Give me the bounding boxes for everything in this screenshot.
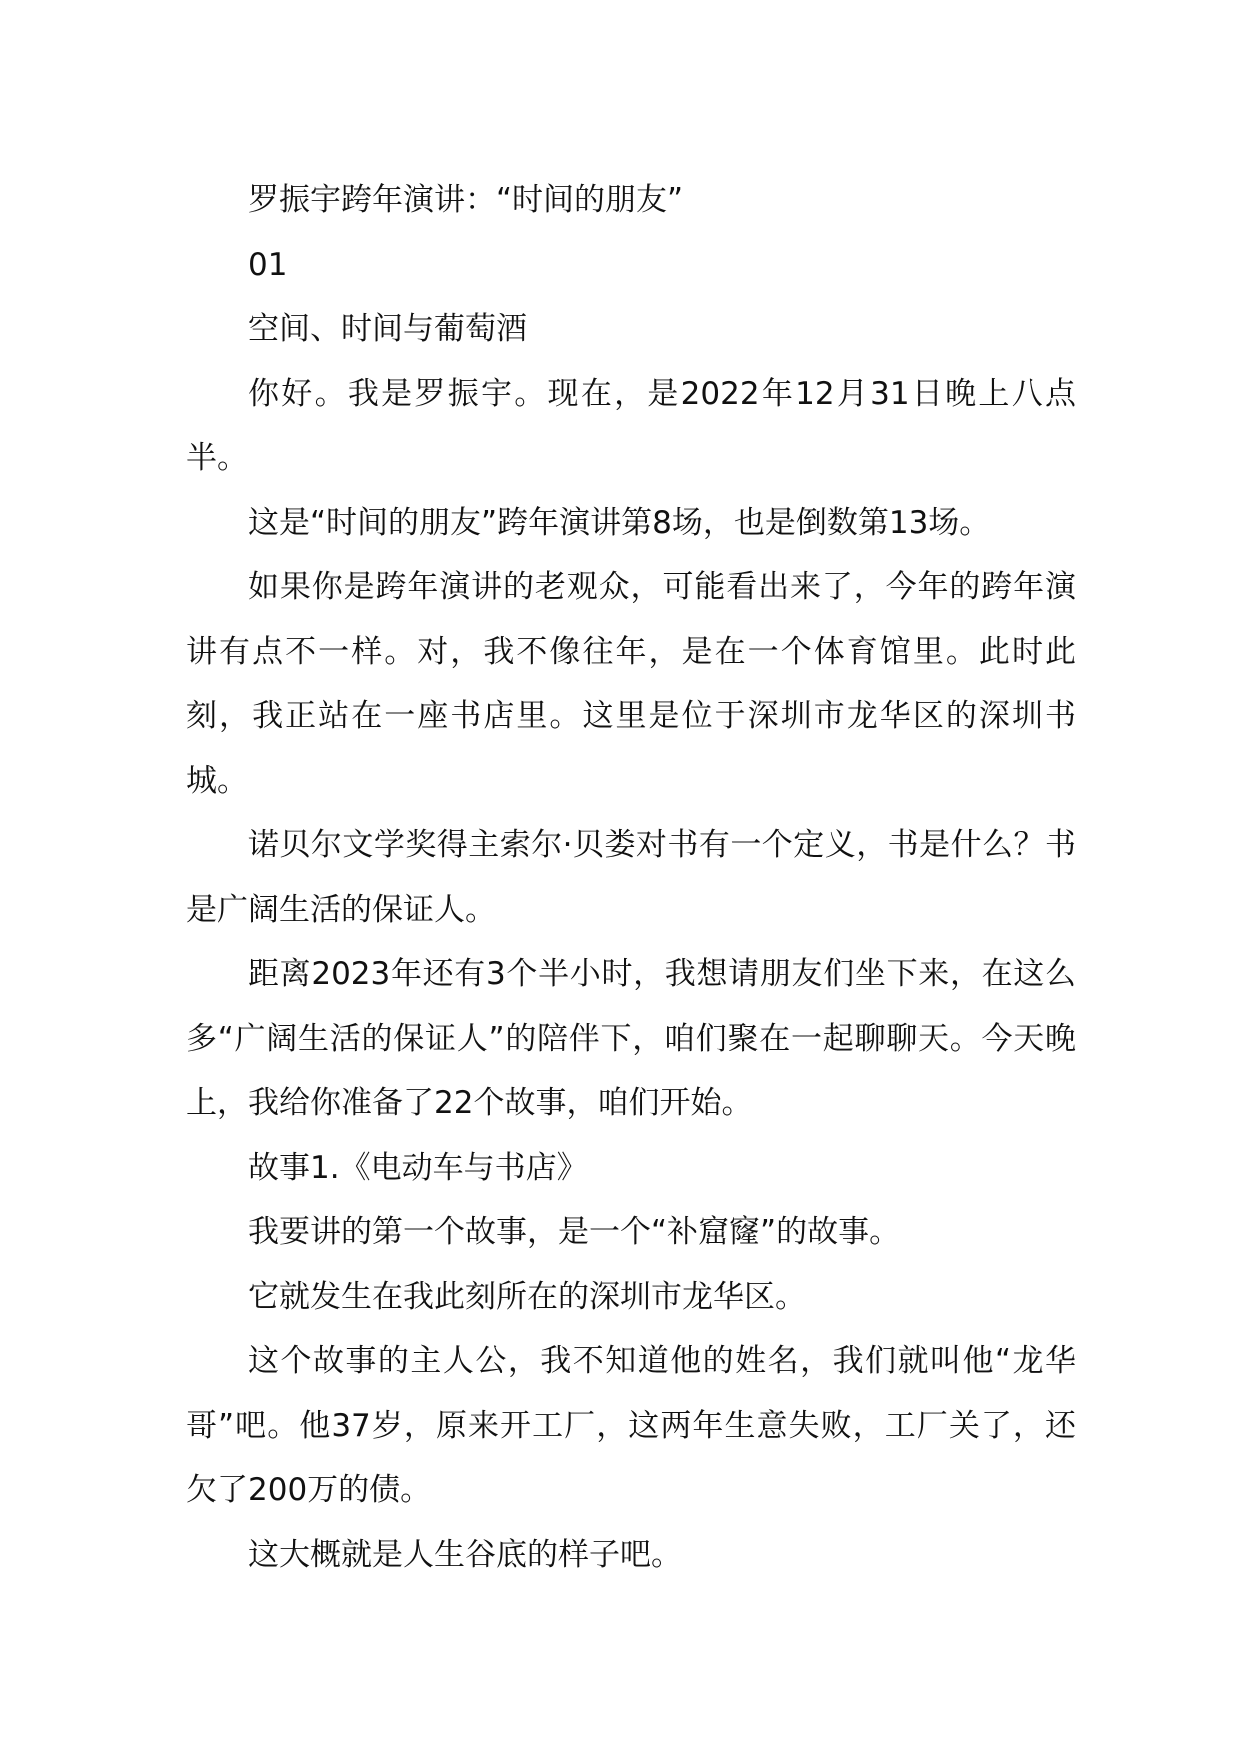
document-body [186, 168, 1076, 1587]
paragraph: 这大概就是人生谷底的样子吧。 [248, 1536, 682, 1573]
paragraph: 距离2023年还有3个半小时，我想请朋友们坐下来，在这么多“广阔生活的保证人”的陪伴下，咱们聚在一起聊聊天。今天晚上，我给你准备了22个故事，咱们开始。 [186, 956, 1076, 1121]
section-title: 空间、时间与葡萄酒 [248, 311, 527, 347]
paragraph: 如果你是跨年演讲的老观众，可能看出来了，今年的跨年演讲有点不一样。对，我不像往年，是在一个体育馆里。此时此刻，我正站在一座书店里。这里是位于深圳市龙华区的深圳书城。 [186, 569, 1076, 799]
paragraph: 我要讲的第一个故事，是一个“补窟窿”的故事。 [248, 1214, 901, 1250]
paragraph: 这是“时间的朋友”跨年演讲第8场，也是倒数第13场。 [248, 504, 991, 541]
paragraph: 你好。我是罗振宇。现在，是2022年12月31日晚上八点半。 [186, 375, 1076, 476]
paragraph: 诺贝尔文学奖得主索尔·贝娄对书有一个定义，书是什么？书是广阔生活的保证人。 [186, 827, 1076, 928]
story-title: 故事1.《电动车与书店》 [248, 1149, 588, 1186]
paragraph: 它就发生在我此刻所在的深圳市龙华区。 [248, 1278, 806, 1315]
section-number: 01 [248, 246, 288, 283]
paragraph: 这个故事的主人公，我不知道他的姓名，我们就叫他“龙华哥”吧。他37岁，原来开工厂，这两年生意失败，工厂关了，还欠了200万的债。 [186, 1343, 1076, 1508]
document-title: 罗振宇跨年演讲：“时间的朋友” [248, 182, 684, 218]
